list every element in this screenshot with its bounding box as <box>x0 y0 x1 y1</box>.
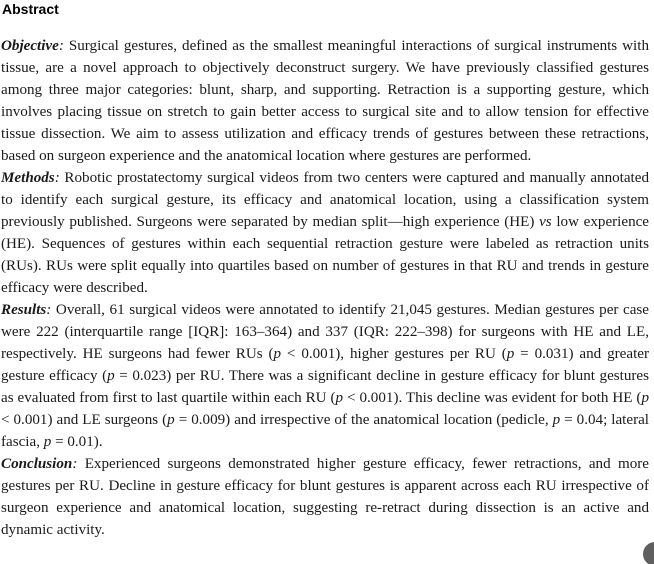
results-text-3: = 0.031) and greater gesture efficacy ( <box>1 346 649 384</box>
abstract-body <box>1 35 649 541</box>
objective-label: Objective <box>1 38 59 54</box>
p-value-symbol: p <box>552 412 561 428</box>
results-text-7: = 0.009) and irrespective of the anatomical location (pedicle, <box>174 412 553 428</box>
conclusion-label: Conclusion <box>1 456 73 472</box>
results-text-2: < 0.001), higher gestures per RU ( <box>281 346 507 362</box>
floating-action-tab[interactable] <box>643 542 654 564</box>
methods-paragraph <box>1 167 649 299</box>
p-value-symbol: p <box>107 368 115 384</box>
p-value-symbol: p <box>641 390 649 406</box>
conclusion-colon: : <box>72 456 78 472</box>
p-value-symbol: p <box>335 390 344 406</box>
p-value-symbol: p <box>506 346 515 362</box>
results-text-1: Overall, 61 surgical videos were annotated to identify 21,045 gestures. Median gestures per case were 222 (interquartile range [IQR]: 163–364) and 337 (IQR: 222–398) for surgeons with HE and LE, respectively. HE surgeons had fewer RUs ( <box>1 302 649 362</box>
results-colon: : <box>46 302 52 318</box>
methods-label: Methods <box>1 170 55 186</box>
objective-text: Surgical gestures, defined as the smallest meaningful interactions of surgical instruments with tissue, are a novel approach to objectively deconstruct surgery. We have previously classified gestures among three major categories: blunt, sharp, and supporting. Retraction is a supporting gesture, which involves placing tissue on stretch to gain better access to surgical site and to allow tension for effective tissue dissection. We aim to assess utilization and efficacy trends of gestures between these retractions, based on surgeon experience and the anatomical location where gestures are performed. <box>1 38 649 164</box>
methods-text-2: low experience (HE). Sequences of gestures within each sequential retraction gesture were labeled as retraction units (RUs). RUs were split equally into quartiles based on number of gestures in that RU and trends in gesture efficacy were described. <box>1 214 650 296</box>
p-value-symbol: p <box>273 346 282 362</box>
conclusion-text: Experienced surgeons demonstrated higher gesture efficacy, fewer retractions, and more gestures per RU. Decline in gesture efficacy for blunt gestures is apparent across each RU irrespective of surgeon experience and anatomical location, suggesting re-retract during dissection is an active and dynamic activity. <box>1 456 649 538</box>
objective-colon: : <box>58 38 64 54</box>
p-value-symbol: p <box>43 434 52 450</box>
abstract-heading: Abstract <box>2 1 59 17</box>
results-text-4: = 0.023) per RU. There was a significant decline in gesture efficacy for blunt gestures as evaluated from first to last quartile within each RU ( <box>1 368 649 406</box>
methods-colon: : <box>54 170 60 186</box>
results-label: Results <box>1 302 47 318</box>
methods-text-1: Robotic prostatectomy surgical videos from two centers were captured and manually annotated to identify each surgical gesture, its efficacy and anatomical location, using a classification system previously published. Surgeons were separated by median split—high experience (HE) <box>1 170 649 230</box>
results-paragraph <box>1 299 649 453</box>
results-text-8: = 0.04; lateral fascia, <box>1 412 649 450</box>
conclusion-paragraph <box>1 453 649 541</box>
results-text-9: = 0.01). <box>51 434 103 450</box>
results-text-6: < 0.001) and LE surgeons ( <box>1 412 168 428</box>
objective-paragraph <box>1 35 649 167</box>
results-text-5: < 0.001). This decline was evident for both HE ( <box>343 390 642 406</box>
p-value-symbol: p <box>167 412 175 428</box>
methods-vs: vs <box>539 214 552 230</box>
